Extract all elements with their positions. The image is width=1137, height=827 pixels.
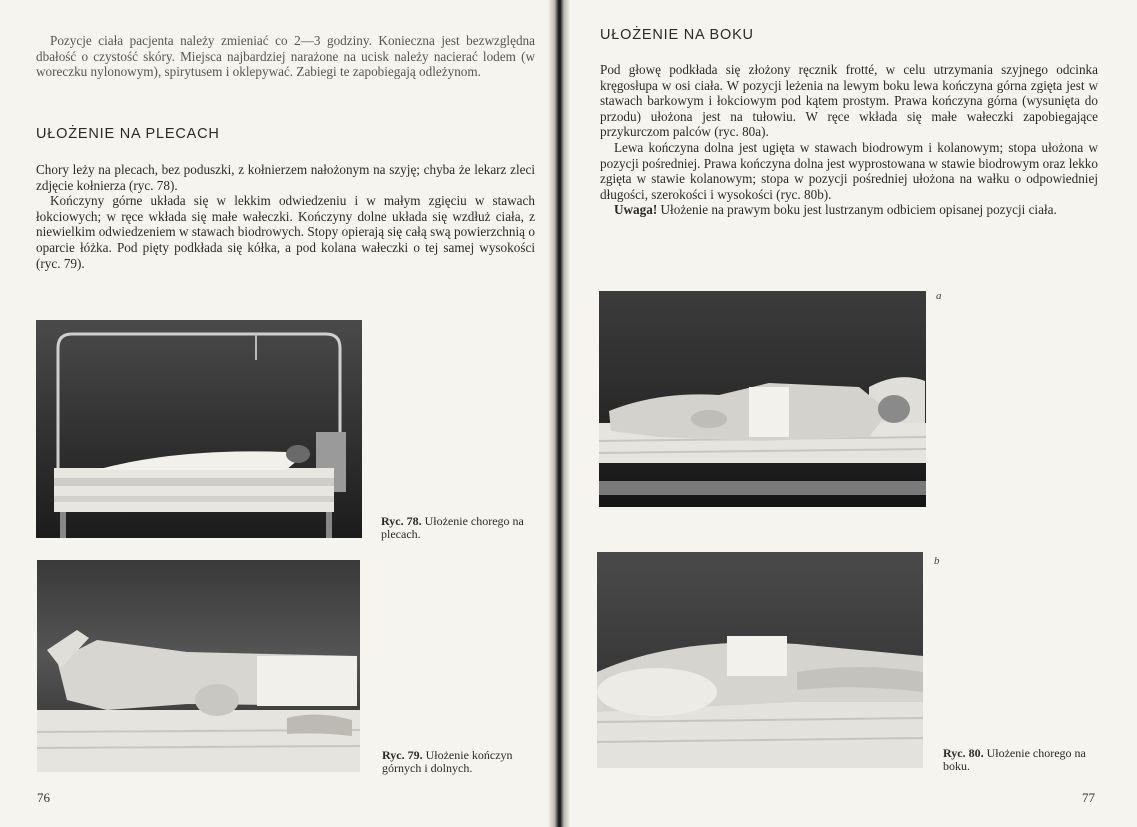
body-text-back xyxy=(36,162,535,271)
figure-80-label: Ryc. 80. xyxy=(943,746,984,760)
figure-78-label: Ryc. 78. xyxy=(381,514,422,528)
figure-80-caption xyxy=(943,747,1103,773)
figure-80b-photo xyxy=(597,552,923,768)
left-page xyxy=(0,0,556,827)
figure-80-text: Ułożenie chorego na boku. xyxy=(943,746,1086,773)
figure-80a-photo xyxy=(599,291,926,507)
figure-78-caption xyxy=(381,515,536,541)
figure-79-text: Ułożenie kończyn górnych i dolnych. xyxy=(382,748,513,775)
figure-78-photo xyxy=(36,320,362,538)
figure-79-label: Ryc. 79. xyxy=(382,748,423,762)
note-paragraph xyxy=(600,202,1098,218)
right-page xyxy=(570,0,1137,827)
paragraph-1: Pod głowę podkłada się złożony ręcznik frotté, w celu utrzymania szyjnego odcinka kręgosłupa w osi ciała. W pozycji leżenia na lewym boku lewa kończyna górna zgięta jest w stawach barkowym i łokciowym pod kątem prostym. Prawa kończyna górna (wysunięta do przodu) ułożona jest na tułowiu. W ręce wkłada się małe wałeczki zapobiegające przykurczom palców (ryc. 80a). xyxy=(600,62,1098,140)
figure-79-photo xyxy=(37,560,360,772)
page-number-right: 77 xyxy=(1082,790,1095,805)
note-text: Ułożenie na prawym boku jest lustrzanym odbiciem opisanej pozycji ciała. xyxy=(660,202,1057,218)
figure-78-text: Ułożenie chorego na plecach. xyxy=(381,514,524,541)
paragraph-2: Kończyny górne układa się w lekkim odwiedzeniu i w małym zgięciu w stawach łokciowych; w ręce wkłada się małe wałeczki. Kończyny dolne układa się wzdłuż ciała, z niewielkim odwiedzeniem w stawach biodrowych. Stopy opierają się całą swą powierzchnią o oparcie łóżka. Pod pięty podkłada się kółka, a pod kolana wałeczki o tej samej wysokości (ryc. 79). xyxy=(36,193,535,271)
body-text-side xyxy=(600,62,1098,218)
heading-lying-on-side: UŁOŻENIE NA BOKU xyxy=(600,27,754,43)
figure-79-caption xyxy=(382,749,537,775)
intro-paragraph: Pozycje ciała pacjenta należy zmieniać co 2—3 godziny. Konieczna jest bezwzględna dbałość o czystość skóry. Miejsca najbardziej narażone na ucisk należy nacierać lodem (w woreczku nylonowym), spirytusem i oklepywać. Zabiegi te zapobiegają odleżynom. xyxy=(36,33,535,80)
figure-letter-a: a xyxy=(936,290,942,302)
book-gutter xyxy=(548,0,570,827)
page-number-left: 76 xyxy=(37,790,50,805)
paragraph-1: Chory leży na plecach, bez poduszki, z kołnierzem nałożonym na szyję; chyba że lekarz zleci zdjęcie kołnierza (ryc. 78). xyxy=(36,162,535,193)
note-label: Uwaga! xyxy=(614,202,658,218)
heading-lying-on-back: UŁOŻENIE NA PLECACH xyxy=(36,126,220,142)
paragraph-2: Lewa kończyna dolna jest ugięta w stawach biodrowym i kolanowym; stopa ułożona w pozycji pośredniej. Prawa kończyna dolna jest wyprostowana w stawie biodrowym oraz lekko zgięta w stawie kolanowym; stopa w pozycji pośredniej ułożona na wałku o odpowiedniej długości, szerokości i wysokości (ryc. 80b). xyxy=(600,139,1098,202)
figure-letter-b: b xyxy=(934,555,940,567)
